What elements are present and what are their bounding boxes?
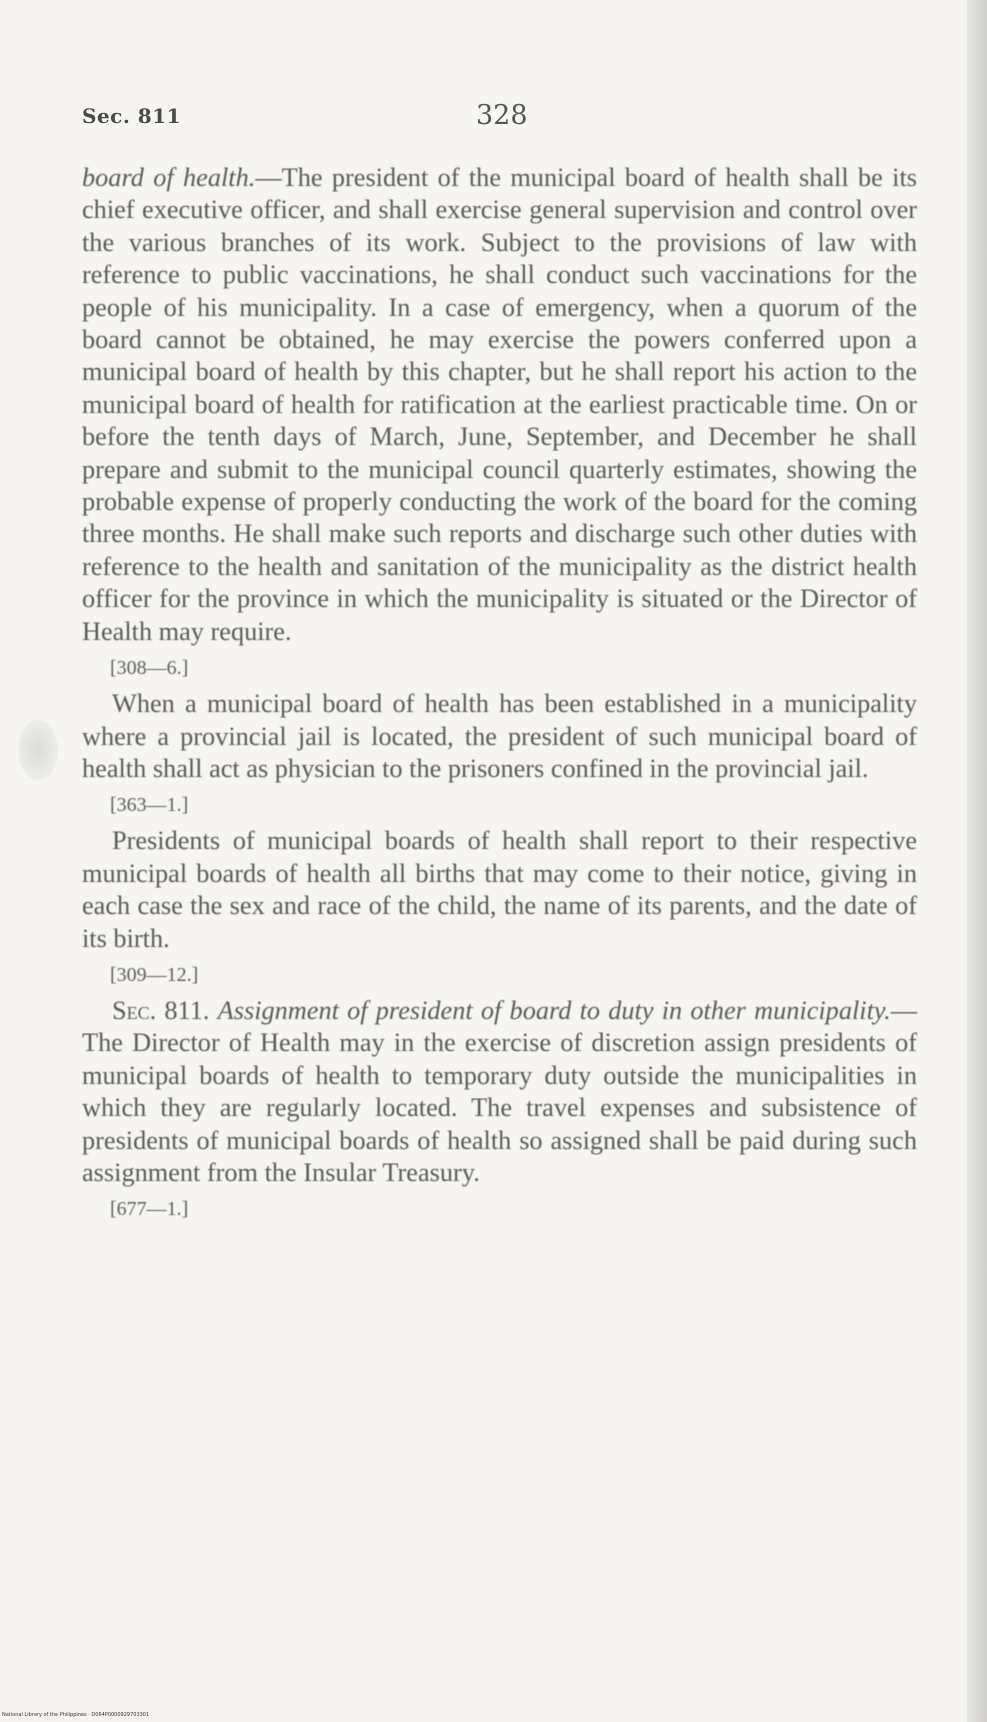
page-smudge: [18, 720, 58, 780]
paragraph-text: —The president of the municipal board of health shall be its chief executive officer, and shall exercise general supervision and control over the various branches of its work. Subject to the provisions of law with reference to public vaccinations, he shall conduct such vaccinations for the people of his municipality. In a case of emergency, when a quorum of the board cannot be obtained, he may exercise the powers conferred upon a municipal board of health by this chapter, but he shall report his action to the municipal board of health for ratification at the earliest practicable time. On or before the tenth days of March, June, September, and December he shall prepare and submit to the municipal council quarterly estimates, showing the probable expense of properly conducting the work of the board for the coming three months. He shall make such reports and discharge such other duties with reference to the health and sanitation of the municipality as the district health officer for the province in which the municipality is situated or the Director of Health may require.: [82, 163, 918, 646]
section-label: Sec. 811: [82, 104, 182, 128]
paragraph-births-report: [82, 825, 917, 955]
page-header: [82, 100, 912, 140]
scan-footer-text: National Library of the Philippines · D064P0000929703301: [2, 1712, 150, 1718]
paragraph-text: When a municipal board of health has been established in a municipality where a provincial jail is located, the president of such municipal board of health shall act as physician to the prisoners confined in the provincial jail.: [82, 689, 917, 783]
page-number: 328: [476, 100, 528, 131]
paragraph-text: Presidents of municipal boards of health shall report to their respective municipal boards of health all births that may come to their notice, giving in each case the sex and race of the child, the name of its parents, and the date of its birth.: [82, 826, 917, 953]
paragraph-president-duties: [82, 162, 917, 648]
citation: [363—1.]: [110, 794, 189, 817]
section-number: Sec. 811.: [112, 995, 210, 1025]
paragraph-text: —The Director of Health may in the exercise of discretion assign presidents of municipal boards of health to temporary duty outside the municipalities in which they are regularly located. The travel expenses and subsistence of presidents of municipal boards of health so assigned shall be paid during such assignment from the Insular Treasury.: [82, 995, 917, 1187]
citation: [308—6.]: [110, 657, 189, 680]
page-edge-shadow: [967, 0, 987, 1722]
section-heading: Assignment of president of board to duty in other municipality.: [217, 995, 891, 1025]
paragraph-jail-physician: [82, 688, 917, 785]
paragraph-heading: board of health.: [82, 163, 256, 192]
paragraph-section-811: [82, 995, 917, 1189]
page-body: [82, 162, 917, 1229]
citation: [309—12.]: [110, 963, 199, 986]
citation: [677—1.]: [110, 1198, 189, 1221]
